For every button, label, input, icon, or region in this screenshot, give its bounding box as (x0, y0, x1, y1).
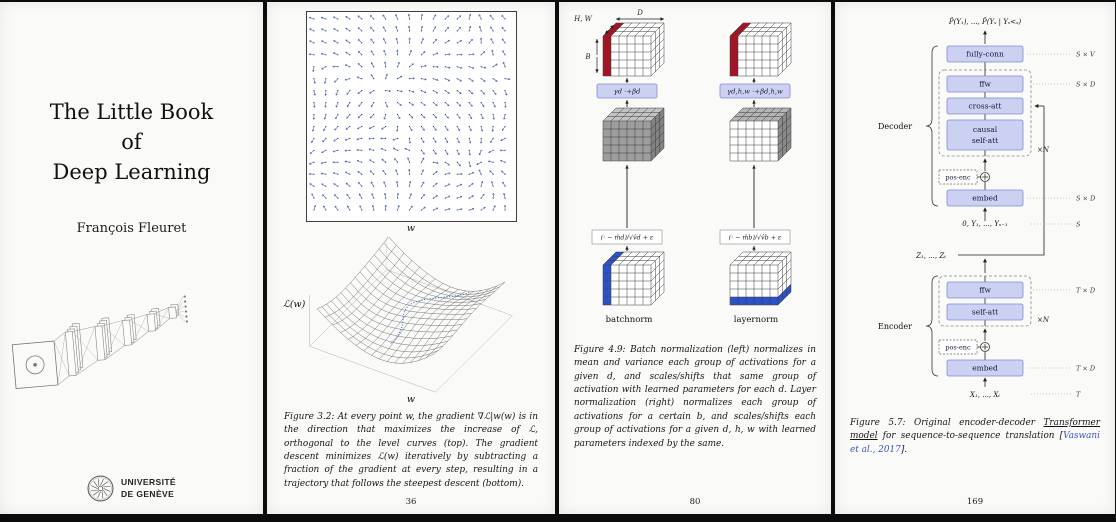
page-number: 80 (689, 497, 701, 507)
unige-line-1: UNIVERSITÉ (120, 477, 176, 488)
surface-mesh (289, 237, 533, 393)
encoder-brace (926, 276, 938, 376)
page-gradient (267, 2, 555, 514)
unige-wordmark (121, 477, 176, 499)
page-number: 169 (966, 497, 984, 507)
dim-sxd-bottom: S × D (1076, 194, 1096, 203)
surface-xlabel: w (406, 394, 416, 405)
z-sequence-label: Z₁, ..., Zₜ (916, 252, 946, 260)
batchnorm-scale-label: γd ·+βd (613, 87, 641, 96)
citation-link[interactable]: Vaswani et al., 2017 (850, 431, 1100, 455)
seal-geometry (88, 476, 113, 501)
book-title (0, 97, 263, 187)
title-line-3: Deep Learning (52, 160, 211, 184)
dim-d-label: D (637, 9, 643, 17)
dim-txd-bottom: T × D (1076, 364, 1096, 373)
encoder-label: Encoder (878, 322, 912, 331)
loss-surface-plot (283, 237, 533, 393)
pos-enc-label-dec: pos-enc (945, 173, 971, 182)
output-distribution-label: P̂(Y₁), ..., P̂(Yₛ | Yₛ<ₛ) (948, 18, 1022, 26)
decoder-input-label: 0, Y₁, ..., Yₛ₋₁ (962, 220, 1008, 228)
ffw-label-dec: ffw (979, 79, 991, 89)
dim-b-label: B (585, 53, 591, 61)
book-spread (0, 2, 1116, 514)
caption-p1: Original encoder-decoder (913, 418, 1036, 428)
page-number: 36 (405, 497, 417, 507)
caption-p3: ]. (900, 444, 908, 455)
caption-body: At every point w, the gradient ∇ℒ|w(w) is in the direction that maximizes the increase of ℒ, orthogonal to the level curves (top). The gradient descent minimizes ℒ(w) iteratively by subtracting a fraction of the gradient at every step, resulting in a trajectory that follows the steepest descent (bottom). (284, 412, 538, 489)
title-line-2: of (121, 130, 142, 154)
ffw-label-enc: ffw (979, 285, 991, 295)
unige-seal-icon (87, 475, 114, 502)
title-line-1: The Little Book (49, 100, 214, 124)
author-name: François Fleuret (76, 221, 187, 236)
encoder-input-label: X₁, ..., Xₜ (969, 391, 1001, 399)
caption-prefix: Figure 3.2: (284, 412, 335, 422)
layernorm-scale-label: γd,h,w ·+βd,h,w (727, 87, 783, 96)
figure-4-9-caption (574, 344, 816, 451)
batchnorm-normalize-label: (· − m̂d)/√v̂d + ε (600, 234, 654, 242)
cube-geometry (595, 17, 791, 305)
unige-logo (0, 475, 263, 502)
batchnorm-name: batchnorm (605, 315, 653, 325)
caption-body: Batch normalization (left) normalizes in mean and variance each group of activations for a given d, and scales/shifts that same group of activation with learned parameters for each d. Layer normalization (right) normalizes each group of activations for a certain b, and scales/shifts each group of activations for a given d, h, w with learned parameters indexed by the same. (574, 345, 816, 449)
page-normalization (559, 2, 831, 514)
self-att-label-enc: self-att (971, 307, 999, 317)
neural-network-sketch (2, 286, 202, 436)
fully-conn-label: fully-conn (966, 49, 1004, 59)
field-xlabel: w (406, 223, 416, 234)
page-transformer (835, 2, 1115, 514)
cross-att-label: cross-att (968, 101, 1002, 111)
dim-t: T (1076, 390, 1081, 399)
normalization-diagram (559, 6, 831, 336)
pos-enc-label-enc: pos-enc (945, 343, 971, 352)
figure-3-2-caption (284, 411, 538, 491)
caption-prefix: Figure 5.7: (850, 418, 906, 428)
unige-line-2: DE GENÈVE (120, 488, 175, 499)
gradient-field-plot (306, 11, 517, 222)
caption-p2: for sequence-to-sequence translation [ (882, 431, 1064, 442)
dim-hw-label: H, W (574, 15, 592, 23)
dim-s: S (1076, 220, 1081, 229)
embed-label-enc: embed (972, 363, 998, 373)
decoder-label: Decoder (877, 122, 913, 131)
dim-xn-enc: ×N (1037, 316, 1049, 324)
figure-5-7-caption (850, 417, 1100, 457)
dim-xn-dec: ×N (1037, 146, 1049, 154)
sketch-geometry (9, 295, 192, 388)
page-cover (0, 2, 263, 514)
embed-label-dec: embed (972, 193, 998, 203)
decoder-brace (926, 46, 938, 206)
layernorm-normalize-label: (· − m̂b)/√v̂b + ε (728, 234, 782, 242)
caption-prefix: Figure 4.9: (574, 345, 626, 355)
dim-sxv: S × V (1076, 50, 1095, 59)
causal-label-1: causal (972, 125, 998, 134)
transformer-diagram (835, 8, 1115, 408)
dim-sxd-top: S × D (1076, 80, 1096, 89)
dim-txd-top: T × D (1076, 286, 1096, 295)
transformer-model-link[interactable]: Transformer model (850, 418, 1100, 442)
layernorm-name: layernorm (733, 315, 779, 325)
surface-ylabel: ℒ(w) (283, 299, 306, 310)
causal-label-2: self-att (971, 136, 999, 145)
surface-geometry (310, 237, 513, 392)
